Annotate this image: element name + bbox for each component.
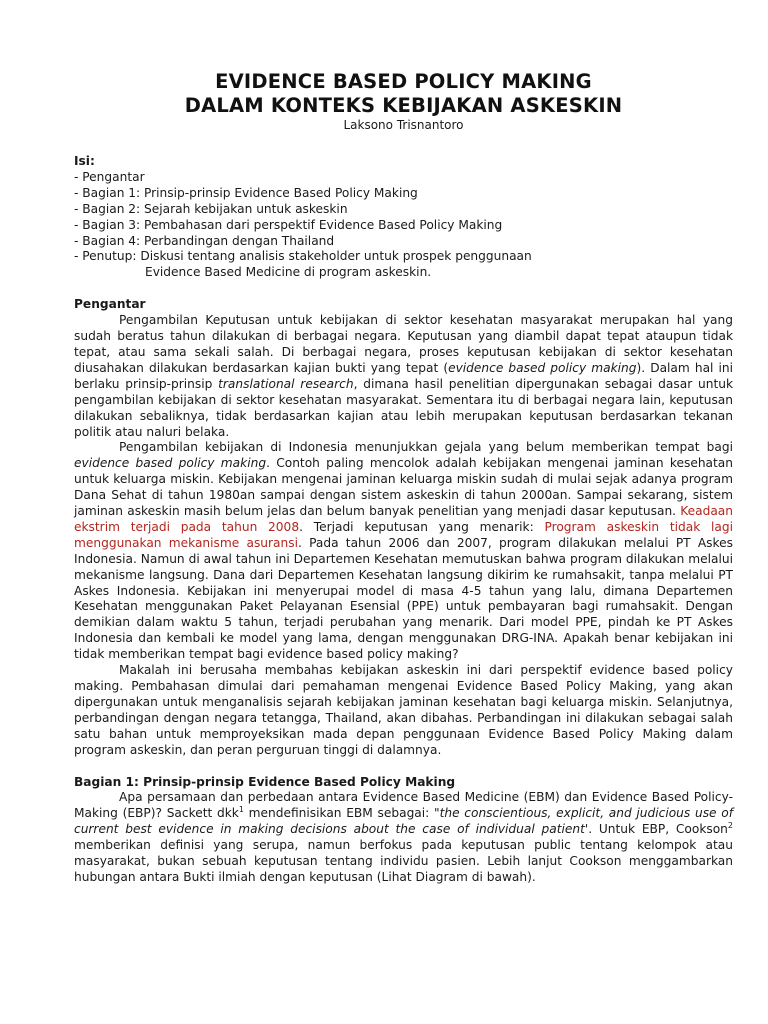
table-of-contents [74, 170, 733, 281]
highlighted-text: Keadaan ekstrim terjadi pada tahun 2008 [74, 504, 733, 534]
section-heading-pengantar: Pengantar [74, 297, 146, 312]
toc-item: - Bagian 4: Perbandingan dengan Thailand [74, 233, 335, 248]
toc-item: - Bagian 3: Pembahasan dari perspektif Evidence Based Policy Making [74, 217, 503, 232]
toc-item: - Bagian 2: Sejarah kebijakan untuk askeskin [74, 201, 348, 216]
toc-item-continuation: Evidence Based Medicine di program askeskin. [145, 265, 432, 280]
footnote-ref: 1 [238, 805, 244, 815]
document-title-line1: EVIDENCE BASED POLICY MAKING [215, 70, 592, 93]
paragraph: Pengambilan kebijakan di Indonesia menunjukkan gejala yang belum memberikan tempat bagi evidence based policy making. Contoh paling mencolok adalah kebijakan mengenai jaminan kesehatan untuk keluarga miskin. Kebijakan mengenai jaminan keluarga miskin sudah di mulai sejak adanya program Dana Sehat di tahun 1980an sampai dengan sistem askeskin di tahun 2000an. Sampai sekarang, sistem jaminan askeskin masih belum jelas dan belum banyak penelitian yang menjadi dasar keputusan. Keadaan ekstrim terjadi pada tahun 2008. Terjadi keputusan yang menarik: Program askeskin tidak lagi menggunakan mekanisme asuransi. Pada tahun 2006 dan 2007, program dilakukan melalui PT Askes Indonesia. Namun di awal tahun ini Departemen Kesehatan memutuskan bahwa program dilakukan melalui mekanisme langsung. Dana dari Departemen Kesehatan langsung dikirim ke rumahsakit, tanpa melalui PT Askes Indonesia. Kebijakan ini menyerupai model di masa 4-5 tahun yang lalu, dimana Departemen Kesehatan menggunakan Paket Pelayanan Esensial (PPE) untuk pembayaran bagi rumahsakit. Dengan demikian dalam waktu 5 tahun, terjadi perubahan yang menarik. Dari model PPE, pindah ke PT Askes Indonesia dan kembali ke model yang lama, dengan menggunakan DRG-INA. Apakah benar kebijakan ini tidak memberikan tempat bagi evidence based policy making? [74, 440, 734, 662]
document-page [74, 70, 733, 886]
section-heading-bagian-1: Bagian 1: Prinsip-prinsip Evidence Based Policy Making [74, 774, 456, 789]
paragraph: Makalah ini berusaha membahas kebijakan askeskin ini dari perspektif evidence based policy making. Pembahasan dimulai dari pemahaman mengenai Evidence Based Policy Making, yang akan dipergunakan untuk menganalisis sejarah kebijakan jaminan kesehatan bagi keluarga miskin. Selanjutnya, perbandingan dengan negara tetangga, Thailand, akan dibahas. Perbandingan ini dilakukan sebagai salah satu bahan untuk memproyeksikan mada depan penggunaan Evidence Based Policy Making dalam program askeskin, dan peran perguruan tinggi di dalamnya. [74, 663, 733, 757]
highlighted-text: Program askeskin tidak lagi menggunakan mekanisme asuransi [74, 519, 734, 550]
toc-item: - Pengantar [74, 169, 145, 184]
footnote-ref: 2 [727, 821, 734, 831]
quotation: "the conscientious, explicit, and judicious use of current best evidence in making decisions about the case of individual patient' [74, 806, 733, 837]
paragraph: Pengambilan Keputusan untuk kebijakan di sektor kesehatan masyarakat merupakan hal yang sudah beratus tahun dilakukan di berbagai negara. Keputusan yang diambil dapat tepat ataupun tidak tepat, atau sama sekali salah. Di berbagai negara, proses keputusan kebijakan di sektor kesehatan diusahakan dilakukan berdasarkan kajian bukti yang tepat (evidence based policy making). Dalam hal ini berlaku prinsip-prinsip translational research, dimana hasil penelitian dipergunakan sebagai dasar untuk pengambilan kebijakan di sektor kesehatan masyarakat. Sementara itu di berbagai negara lain, keputusan dilakukan sebaliknya, tidak berdasarkan kajian atau lebih merupakan keputusan berdasarkan tekanan politik atau naluri belaka. [74, 313, 734, 439]
toc-heading: Isi: [74, 154, 95, 168]
paragraph: Apa persamaan dan perbedaan antara Evidence Based Medicine (EBM) dan Evidence Based Policy-Making (EBP)? Sackett dkk$^1$ mendefinisikan EBM sebagai: "the conscientious, explicit, and judicious use of current best evidence in making decisions about the case of individual patient'. Untuk EBP, Cookson$^2$ memberikan definisi yang serupa, namun berfokus pada keputusan public tentang kelompok atau masyarakat, bukan sebuah keputusan tentang individu pasien. Lebih lanjut Cookson menggambarkan hubungan antara Bukti ilmiah dengan keputusan (Lihat Diagram di bawah). [74, 790, 734, 884]
author-name: Laksono Trisnantoro [343, 118, 464, 132]
toc-item: - Bagian 1: Prinsip-prinsip Evidence Based Policy Making [74, 185, 418, 200]
document-title-line2: DALAM KONTEKS KEBIJAKAN ASKESKIN [184, 94, 623, 117]
toc-item: - Penutup: Diskusi tentang analisis stakeholder untuk prospek penggunaan [74, 249, 532, 264]
